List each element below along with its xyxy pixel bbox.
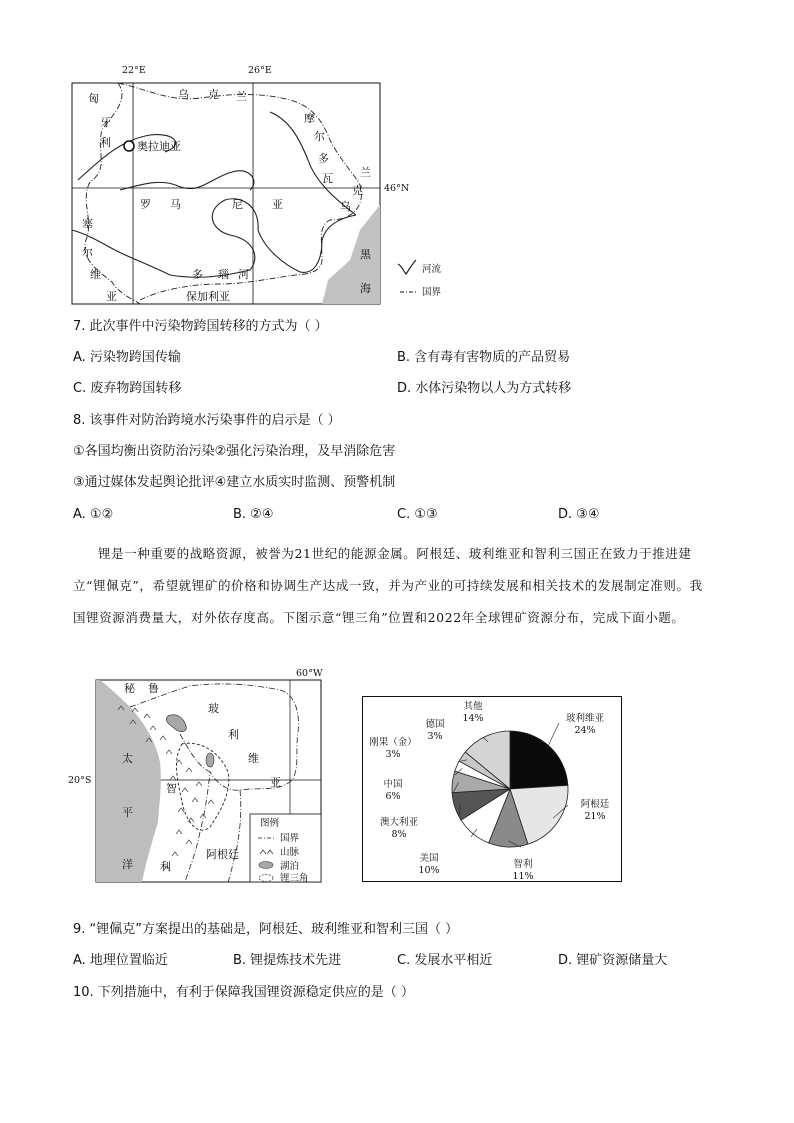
lon-label-60w: 60°W [296,668,323,679]
map-char: 罗 [140,198,151,211]
river-legend-icon [398,260,416,274]
map-lithium-triangle [60,662,335,892]
pie-value-label: 11% [512,871,534,881]
pie-value-label: 8% [391,829,407,840]
map-char: 乌 [178,88,189,101]
map-char: 马 [170,198,181,211]
legend-title: 图例 [260,818,280,829]
legend-border: 国界 [422,287,442,298]
map-char: 尔 [314,130,325,143]
q9-option-a[interactable]: A. 地理位置临近 [73,953,168,968]
pacific-ocean [96,680,161,882]
pie-value-label: 14% [462,713,484,724]
map2-char: 秘 [124,682,135,695]
q8-option-a[interactable]: A. ①② [73,507,114,522]
lithium-passage: 锂是一种重要的战略资源，被誉为21世纪的能源金属。阿根廷、玻利维亚和智利三国正在致力于推进建立“锂佩克”，希望就锂矿的价格和协调生产达成一致，并为产业的可持续发展和相关技术的发展制定准则。我国锂资源消费量大，对外依存度高。下图示意“锂三角”位置和2022年全球锂矿资源分布，完成下面小题。 [73,546,703,625]
map2-char: 亚 [270,776,281,789]
pie-leader-line [546,723,559,751]
pie-category-label: 澳大利亚 [379,817,419,828]
map-char: 多 [318,152,329,165]
pie-category-label: 中国 [383,779,403,790]
pie-category-label: 其他 [463,701,483,712]
map-char: 牙 [100,116,111,129]
pie-category-label: 阿根廷 [580,799,610,810]
city-marker [124,141,134,151]
bulgaria-label: 保加利亚 [186,290,230,303]
pie-svg [363,697,621,881]
q7-option-a[interactable]: A. 污染物跨国传输 [73,350,181,365]
pie-category-label: 玻利维亚 [565,713,605,724]
legend-border: 国界 [280,833,300,844]
map2-char: 鲁 [148,682,159,695]
map2-char: 维 [248,752,259,765]
q8-option-b[interactable]: B. ②④ [233,507,274,522]
map-char: 黑 [360,248,371,261]
q9-option-c[interactable]: C. 发展水平相近 [397,953,493,968]
map-char: 河 [238,268,249,281]
pie-value-label: 10% [418,865,440,876]
lithium-pie-chart [362,696,622,882]
q9-option-d[interactable]: D. 锂矿资源储量大 [558,953,668,968]
map-char: 兰 [236,90,247,103]
map-char: 瓦 [322,172,333,185]
map2-char: 玻 [208,702,219,715]
pie-value-label: 3% [385,749,401,760]
q8-line2: ③通过媒体发起舆论批评④建立水质实时监测、预警机制 [73,475,396,490]
pie-category-label: 德国 [425,719,445,730]
q7-option-b[interactable]: B. 含有毒有害物质的产品贸易 [397,350,571,365]
map-char: 利 [100,136,111,149]
map2-char: 平 [122,806,133,819]
map-char: 克 [208,88,219,101]
map2-char: 太 [122,752,133,765]
legend-mountain: 山脉 [280,847,300,858]
map-char: 多 [192,268,203,281]
lat-label-20s: 20°S [68,775,92,786]
map2-char: 洋 [122,858,133,871]
map2-char: 智 [166,782,177,795]
q8-line1: ①各国均衡出资防治污染②强化污染治理，及早消除危害 [73,444,396,459]
q10-stem: 10. 下列措施中，有利于保障我国锂资源稳定供应的是（ ） [73,985,414,1000]
pie-value-label: 24% [574,725,596,736]
map-char: 尔 [82,246,93,259]
pie-category-label: 美国 [419,853,439,864]
q8-option-c[interactable]: C. ①③ [397,507,438,522]
map-char: 乌 [340,200,351,213]
map-char: 摩 [304,112,315,125]
map-char: 克 [352,184,363,197]
legend-lake: 湖泊 [280,861,300,872]
map-char: 匈 [88,92,99,105]
pie-category-label: 刚果（金） [369,737,417,748]
q9-stem: 9. “锂佩克”方案提出的基础是，阿根廷、玻利维亚和智利三国（ ） [73,922,459,937]
map-char: 海 [360,282,371,295]
lake-legend-icon [259,862,273,869]
q8-option-d[interactable]: D. ③④ [558,507,600,522]
pie-category-label: 智利 [513,859,533,870]
pie-value-label: 3% [427,731,443,742]
map-romania [60,60,460,310]
map-char: 亚 [106,290,117,303]
city-label: 奥拉迪亚 [137,140,181,153]
q7-option-d[interactable]: D. 水体污染物以人为方式转移 [397,381,572,396]
q7-stem: 7. 此次事件中污染物跨国转移的方式为（ ） [73,319,328,334]
lon-label-26e: 26°E [248,65,272,76]
pie-value-label: 6% [385,791,401,802]
lake-titicaca [166,715,186,732]
map2-char: 利 [228,728,239,741]
lon-label-22e: 22°E [122,65,146,76]
q9-option-b[interactable]: B. 锂提炼技术先进 [233,953,342,968]
map-char: 亚 [272,198,283,211]
pie-slice [510,731,568,789]
pie-value-label: 21% [584,811,606,822]
legend-triangle: 锂三角 [280,873,309,884]
argentina-label: 阿根廷 [206,848,239,861]
legend-river: 河流 [422,264,442,275]
q8-stem: 8. 该事件对防治跨境水污染事件的启示是（ ） [73,413,341,428]
map2-char: 利 [160,860,171,873]
lithium-triangle-outline [177,743,229,830]
map-char: 瑙 [218,268,229,281]
map-char: 塞 [82,217,93,230]
map-char: 尼 [232,198,243,211]
lat-label-46n: 46°N [384,183,410,194]
map-char: 维 [90,268,101,281]
map-char: 兰 [360,166,371,179]
q7-option-c[interactable]: C. 废弃物跨国转移 [73,381,182,396]
